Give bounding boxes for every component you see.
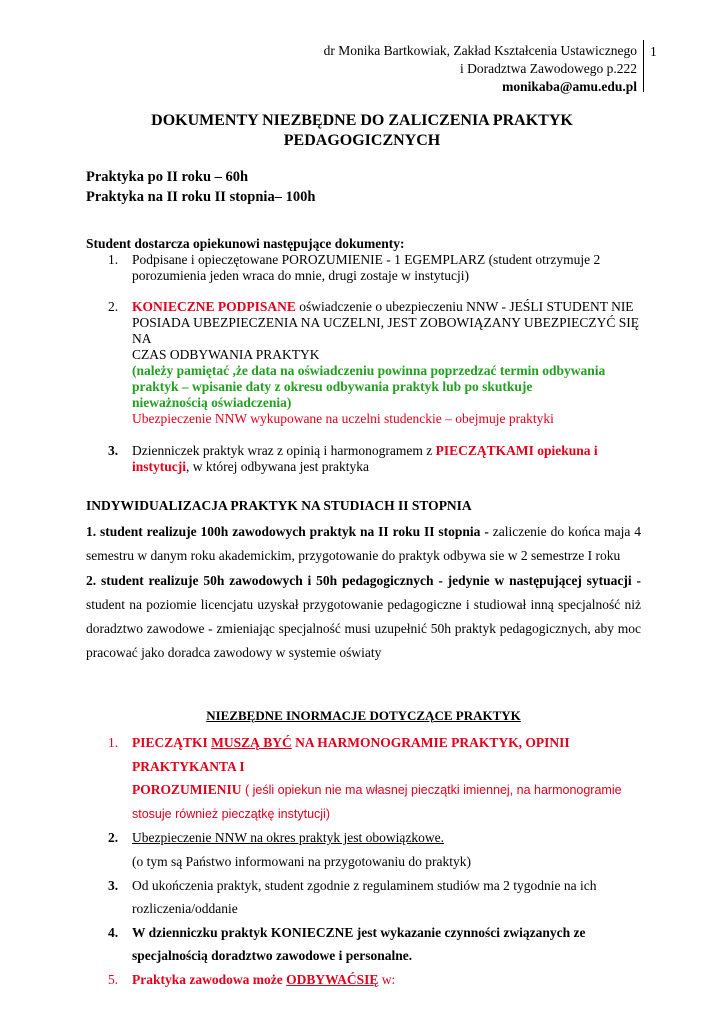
insurance-note: Ubezpieczenie NNW wykupowane na uczelni studenckie – obejmuje praktyki bbox=[132, 411, 554, 426]
documents-lead: Student dostarcza opiekunowi następujące dokumenty: bbox=[86, 236, 405, 251]
title-line-2: PEDAGOGICZNYCH bbox=[283, 132, 441, 149]
item-text: NA HARMONOGRAMIE PRAKTYK, OPINII PRAKTYKANTA I bbox=[132, 735, 570, 774]
paragraph-lead: 2. student realizuje 50h zawodowych i 50h pedagogicznych - jedynie w następującej sytuacji - bbox=[86, 572, 641, 588]
paragraph-text: zaliczenie do końca maja 4 semestru w danym roku akademickim, przygotowanie do praktyk odbywa sie w 2 semestrze I roku bbox=[86, 524, 641, 564]
header-email: monikaba@amu.edu.pl bbox=[502, 79, 637, 94]
individualization-section bbox=[86, 496, 641, 666]
info-item-3 bbox=[86, 874, 641, 921]
item-text: Ubezpieczenie NNW na okres praktyk jest obowiązkowe. bbox=[132, 830, 445, 846]
institution-label: instytucji bbox=[132, 459, 186, 474]
info-item-5 bbox=[86, 968, 641, 992]
section-heading: INDYWIDUALIZACJA PRAKTYK NA STUDIACH II STOPNIA bbox=[86, 498, 472, 513]
item-number: 1. bbox=[108, 252, 119, 267]
item-text: Dzienniczek praktyk wraz z opinią i harmonogramem z bbox=[132, 443, 436, 458]
hours-line-2: Praktyka na II roku II stopnia– 100h bbox=[86, 189, 316, 205]
item-text: POROZUMIENIU bbox=[132, 782, 242, 798]
item-text: ODBYWAĆSIĘ bbox=[286, 971, 379, 987]
item-number: 3. bbox=[108, 443, 119, 458]
section-heading: NIEZBĘDNE INORMACJE DOTYCZĄCE PRAKTYK bbox=[206, 708, 521, 723]
page-number: 1 bbox=[650, 44, 657, 59]
item-text: ( jeśli opiekun nie ma własnej pieczątki imiennej, na harmonogramie bbox=[241, 783, 622, 798]
info-item-1 bbox=[86, 731, 641, 826]
item-text: , w której odbywana jest praktyka bbox=[186, 459, 369, 474]
info-list bbox=[86, 731, 641, 992]
info-item-2 bbox=[86, 826, 641, 873]
item-number: 2. bbox=[108, 299, 119, 314]
item-text: CZAS ODBYWANIA PRAKTYK bbox=[132, 347, 320, 362]
practice-info-section bbox=[86, 707, 641, 992]
item-text: specjalnością doradztwo zawodowe i personalne. bbox=[132, 948, 413, 964]
item-text: stosuje również pieczątkę instytucji) bbox=[132, 806, 330, 821]
stamps-label: PIECZĄTKAMI opiekuna i bbox=[435, 443, 598, 458]
document-title bbox=[86, 111, 638, 151]
paragraph-lead: 1. student realizuje 100h zawodowych praktyk na II roku II stopnia - bbox=[86, 524, 493, 539]
documents-item-2 bbox=[86, 299, 646, 427]
individual-paragraph-1 bbox=[86, 520, 641, 569]
item-number: 2. bbox=[108, 830, 119, 846]
header-line-2: i Doradztwa Zawodowego p.222 bbox=[460, 61, 637, 76]
practice-hours bbox=[86, 167, 315, 207]
header-line-1: dr Monika Bartkowiak, Zakład Kształcenia Ustawicznego bbox=[323, 43, 637, 58]
date-warning: praktyk – wpisanie daty z okresu odbywania praktyk lub po skutkuje bbox=[132, 379, 533, 394]
item-number: 1. bbox=[108, 735, 119, 750]
item-text: POSIADA UBEZPIECZENIA NA UCZELNI, JEST ZOBOWIĄZANY UBEZPIECZYĆ SIĘ NA bbox=[132, 315, 639, 346]
item-text: MUSZĄ BYĆ bbox=[211, 735, 292, 750]
item-text: Praktyka zawodowa może bbox=[132, 971, 287, 987]
title-line-1: DOKUMENTY NIEZBĘDNE DO ZALICZENIA PRAKTYK bbox=[151, 112, 573, 129]
item-text: (o tym są Państwo informowani na przygotowaniu do praktyk) bbox=[132, 853, 471, 869]
hours-line-1: Praktyka po II roku – 60h bbox=[86, 169, 249, 185]
date-warning: (należy pamiętać ,że data na oświadczeniu powinna poprzedzać termin odbywania bbox=[132, 363, 606, 378]
documents-item-1 bbox=[86, 252, 646, 284]
individual-paragraph-2 bbox=[86, 569, 641, 666]
item-number: 3. bbox=[108, 877, 119, 893]
paragraph-text: student na poziomie licencjatu uzyskał przygotowanie pedagogiczne i studiował inną specjalność niż doradztwo zawodowe - zmieniając specjalność musi uzupełnić 50h praktyk pedagogicznych, aby moc pracować jako doradca zawodowy w systemie oświaty bbox=[86, 596, 641, 661]
item-text: W dzienniczku praktyk KONIECZNE jest wykazanie czynności związanych ze bbox=[132, 924, 586, 940]
item-text: oświadczenie o ubezpieczeniu NNW - JEŚLI STUDENT NIE bbox=[295, 299, 634, 314]
item-number: 4. bbox=[108, 924, 119, 940]
info-item-4 bbox=[86, 921, 641, 968]
item-text: porozumienia jeden wraca do mnie, drugi zostaje w instytucji) bbox=[132, 268, 470, 283]
page-number-divider bbox=[643, 40, 644, 92]
item-text: rozliczenia/oddanie bbox=[132, 901, 238, 917]
documents-list bbox=[86, 252, 646, 475]
author-header bbox=[324, 42, 637, 96]
item-text: Podpisane i opieczętowane POROZUMIENIE - 1 EGEMPLARZ (student otrzymuje 2 bbox=[132, 252, 601, 267]
documents-item-3 bbox=[86, 443, 646, 475]
item-number: 5. bbox=[108, 971, 119, 987]
date-warning: nieważnością oświadczenia) bbox=[132, 395, 292, 410]
required-signed-label: KONIECZNE PODPISANE bbox=[132, 299, 296, 314]
item-text: PIECZĄTKI bbox=[132, 735, 212, 750]
required-documents-section bbox=[86, 236, 646, 475]
item-text: Od ukończenia praktyk, student zgodnie z regulaminem studiów ma 2 tygodnie na ich bbox=[132, 877, 597, 893]
item-text: w: bbox=[378, 971, 396, 987]
